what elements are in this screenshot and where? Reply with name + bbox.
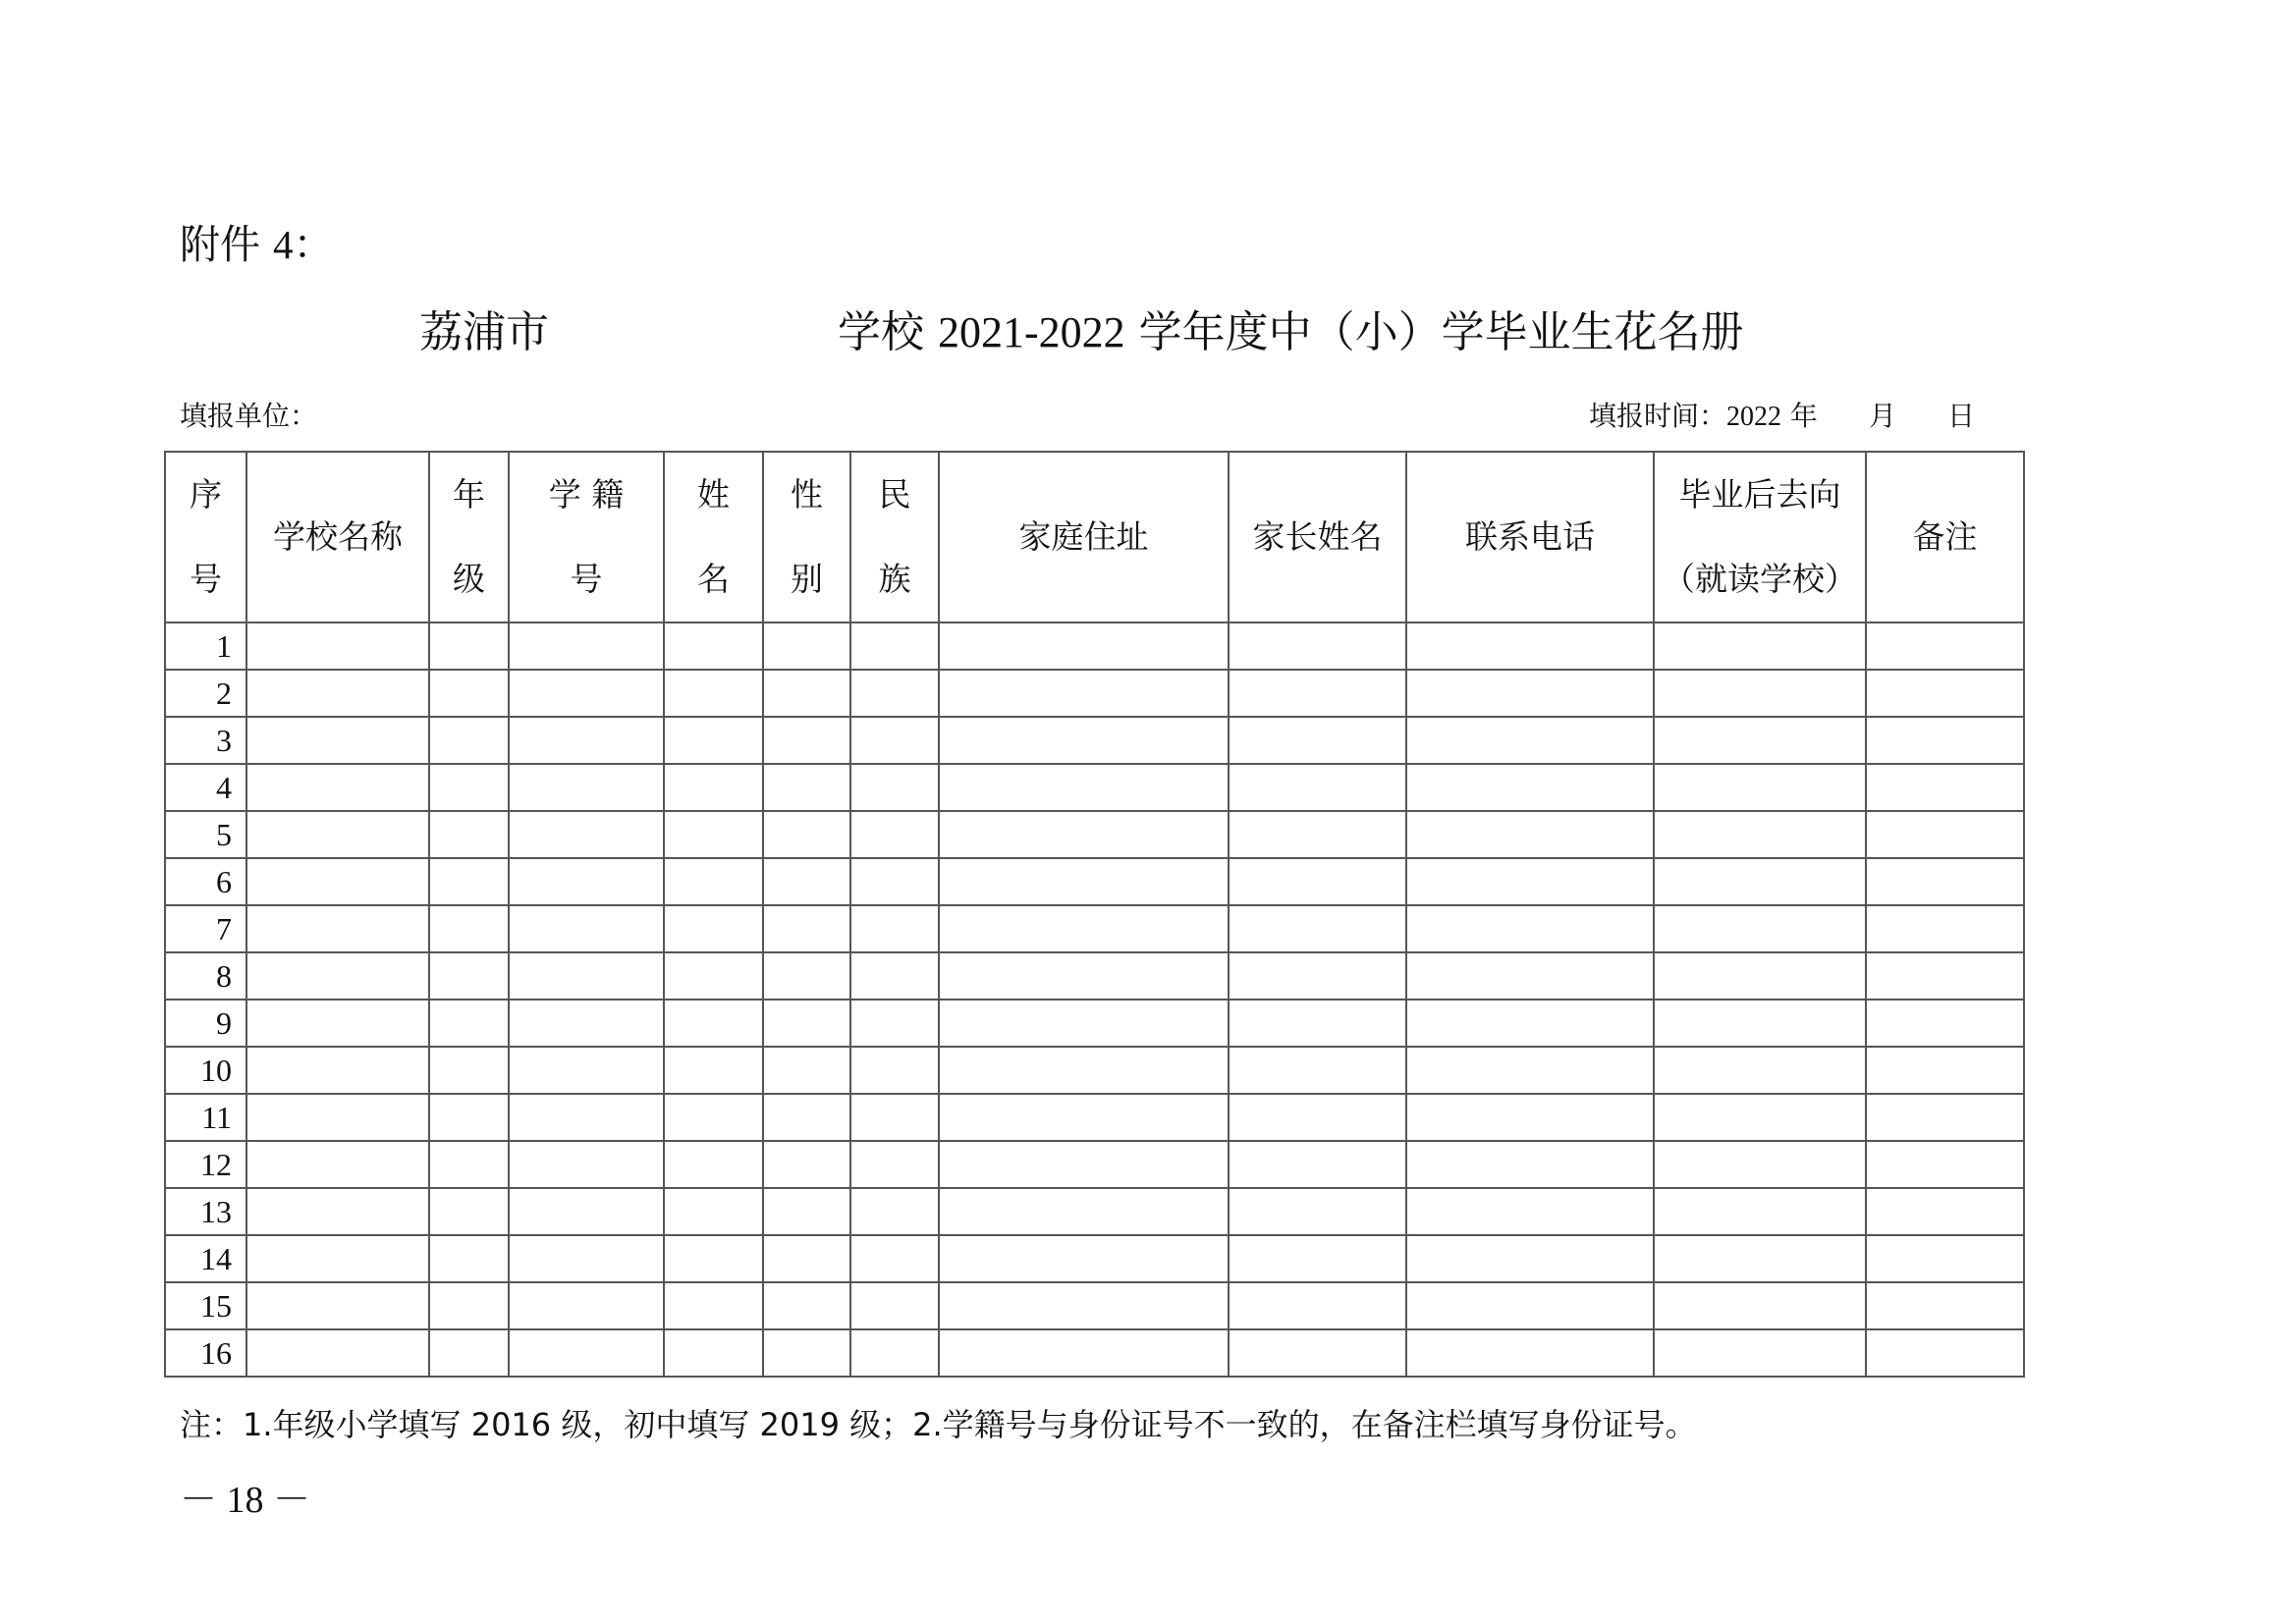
cell-name[interactable] (664, 1235, 763, 1282)
cell-name[interactable] (664, 1329, 763, 1377)
cell-seq: 12 (165, 1141, 246, 1188)
cell-phone[interactable] (1406, 1141, 1654, 1188)
cell-gender[interactable] (763, 764, 850, 811)
cell-school-name[interactable] (246, 905, 429, 952)
header-row (165, 452, 2024, 622)
cell-ethnicity[interactable] (850, 1329, 939, 1377)
cell-student-id[interactable] (509, 905, 664, 952)
cell-ethnicity[interactable] (850, 717, 939, 764)
cell-name[interactable] (664, 1000, 763, 1047)
cell-phone[interactable] (1406, 1094, 1654, 1141)
cell-ethnicity[interactable] (850, 1282, 939, 1329)
roster-table (164, 451, 2025, 1378)
cell-remarks[interactable] (1866, 1282, 2024, 1329)
header-gender-1: 性 (791, 475, 823, 514)
cell-grade[interactable] (429, 1329, 509, 1377)
cell-seq: 16 (165, 1329, 246, 1377)
cell-grade[interactable] (429, 1094, 509, 1141)
cell-home-address[interactable] (939, 670, 1229, 717)
cell-destination[interactable] (1654, 952, 1866, 1000)
cell-phone[interactable] (1406, 764, 1654, 811)
cell-student-id[interactable] (509, 811, 664, 858)
cell-seq: 3 (165, 717, 246, 764)
header-home-address: 家庭住址 (939, 452, 1229, 622)
cell-destination[interactable] (1654, 1000, 1866, 1047)
roster-body (165, 622, 2024, 1377)
page-number: － 18 － (180, 1480, 311, 1521)
attachment-label (180, 212, 334, 270)
title-years: 2021-2022 (938, 308, 1125, 356)
cell-gender[interactable] (763, 622, 850, 670)
header-student-id-1: 学 籍 (548, 475, 625, 514)
table-row (165, 622, 2024, 670)
cell-school-name[interactable] (246, 952, 429, 1000)
cell-ethnicity[interactable] (850, 622, 939, 670)
cell-student-id[interactable] (509, 1282, 664, 1329)
table-row (165, 1094, 2024, 1141)
cell-school-name[interactable] (246, 1329, 429, 1377)
cell-grade[interactable] (429, 1188, 509, 1235)
cell-home-address[interactable] (939, 1329, 1229, 1377)
table-row (165, 952, 2024, 1000)
cell-grade[interactable] (429, 1047, 509, 1094)
header-seq (165, 452, 246, 622)
cell-parent-name[interactable] (1229, 1094, 1406, 1141)
cell-name[interactable] (664, 952, 763, 1000)
cell-parent-name[interactable] (1229, 1000, 1406, 1047)
cell-seq: 9 (165, 1000, 246, 1047)
cell-grade[interactable] (429, 670, 509, 717)
cell-ethnicity[interactable] (850, 1235, 939, 1282)
cell-name[interactable] (664, 811, 763, 858)
header-name-1: 姓 (697, 475, 730, 514)
cell-name[interactable] (664, 1141, 763, 1188)
header-gender-2: 别 (791, 560, 823, 598)
cell-gender[interactable] (763, 905, 850, 952)
header-phone: 联系电话 (1406, 452, 1654, 622)
cell-gender[interactable] (763, 717, 850, 764)
table-row (165, 1235, 2024, 1282)
cell-ethnicity[interactable] (850, 1000, 939, 1047)
cell-student-id[interactable] (509, 717, 664, 764)
cell-home-address[interactable] (939, 1188, 1229, 1235)
cell-name[interactable] (664, 1282, 763, 1329)
header-ethnicity-2: 族 (878, 560, 911, 598)
cell-gender[interactable] (763, 1282, 850, 1329)
table-row (165, 1188, 2024, 1235)
cell-name[interactable] (664, 858, 763, 905)
table-row (165, 1047, 2024, 1094)
cell-student-id[interactable] (509, 1235, 664, 1282)
cell-ethnicity[interactable] (850, 811, 939, 858)
cell-gender[interactable] (763, 1094, 850, 1141)
cell-grade[interactable] (429, 1000, 509, 1047)
cell-gender[interactable] (763, 1235, 850, 1282)
cell-phone[interactable] (1406, 1000, 1654, 1047)
cell-seq: 8 (165, 952, 246, 1000)
cell-name[interactable] (664, 670, 763, 717)
footnote: 注：1.年级小学填写 2016 级，初中填写 2019 级；2.学籍号与身份证号不一致的，在备注栏填写身份证号。 (180, 1406, 1697, 1443)
cell-student-id[interactable] (509, 1188, 664, 1235)
cell-school-name[interactable] (246, 1141, 429, 1188)
cell-phone[interactable] (1406, 1329, 1654, 1377)
header-ethnicity (850, 452, 939, 622)
cell-grade[interactable] (429, 811, 509, 858)
cell-seq: 1 (165, 622, 246, 670)
cell-name[interactable] (664, 1094, 763, 1141)
cell-name[interactable] (664, 905, 763, 952)
header-grade-2: 级 (453, 560, 485, 598)
cell-parent-name[interactable] (1229, 1141, 1406, 1188)
table-row (165, 905, 2024, 952)
table-row (165, 1282, 2024, 1329)
cell-home-address[interactable] (939, 1282, 1229, 1329)
cell-name[interactable] (664, 717, 763, 764)
cell-destination[interactable] (1654, 764, 1866, 811)
cell-parent-name[interactable] (1229, 764, 1406, 811)
cell-school-name[interactable] (246, 717, 429, 764)
header-ethnicity-1: 民 (878, 475, 911, 514)
header-student-id-2: 号 (570, 560, 603, 598)
cell-parent-name[interactable] (1229, 1047, 1406, 1094)
cell-gender[interactable] (763, 1000, 850, 1047)
cell-student-id[interactable] (509, 1094, 664, 1141)
cell-grade[interactable] (429, 858, 509, 905)
cell-phone[interactable] (1406, 1047, 1654, 1094)
cell-phone[interactable] (1406, 1235, 1654, 1282)
cell-school-name[interactable] (246, 1000, 429, 1047)
header-name (664, 452, 763, 622)
cell-student-id[interactable] (509, 1000, 664, 1047)
cell-destination[interactable] (1654, 1094, 1866, 1141)
attachment-number: 4 (273, 222, 294, 267)
cell-grade[interactable] (429, 1141, 509, 1188)
cell-ethnicity[interactable] (850, 952, 939, 1000)
cell-gender[interactable] (763, 1047, 850, 1094)
cell-name[interactable] (664, 764, 763, 811)
cell-student-id[interactable] (509, 952, 664, 1000)
table-row (165, 1141, 2024, 1188)
header-parent-name: 家长姓名 (1229, 452, 1406, 622)
cell-destination[interactable] (1654, 717, 1866, 764)
cell-phone[interactable] (1406, 1282, 1654, 1329)
header-destination-1: 毕业后去向 (1678, 475, 1841, 514)
cell-parent-name[interactable] (1229, 858, 1406, 905)
cell-grade[interactable] (429, 717, 509, 764)
cell-parent-name[interactable] (1229, 670, 1406, 717)
cell-name[interactable] (664, 622, 763, 670)
cell-gender[interactable] (763, 811, 850, 858)
header-name-2: 名 (697, 560, 730, 598)
cell-gender[interactable] (763, 1329, 850, 1377)
cell-school-name[interactable] (246, 1094, 429, 1141)
cell-home-address[interactable] (939, 1094, 1229, 1141)
cell-home-address[interactable] (939, 1141, 1229, 1188)
cell-parent-name[interactable] (1229, 1329, 1406, 1377)
cell-home-address[interactable] (939, 1235, 1229, 1282)
cell-school-name[interactable] (246, 1188, 429, 1235)
cell-school-name[interactable] (246, 1047, 429, 1094)
cell-school-name[interactable] (246, 858, 429, 905)
cell-seq: 7 (165, 905, 246, 952)
cell-phone[interactable] (1406, 952, 1654, 1000)
attachment-colon: ： (293, 221, 334, 268)
cell-destination[interactable] (1654, 1282, 1866, 1329)
cell-seq: 15 (165, 1282, 246, 1329)
cell-student-id[interactable] (509, 622, 664, 670)
cell-gender[interactable] (763, 858, 850, 905)
cell-ethnicity[interactable] (850, 858, 939, 905)
cell-remarks[interactable] (1866, 811, 2024, 858)
cell-home-address[interactable] (939, 905, 1229, 952)
cell-student-id[interactable] (509, 858, 664, 905)
cell-parent-name[interactable] (1229, 622, 1406, 670)
cell-grade[interactable] (429, 764, 509, 811)
header-grade-1: 年 (453, 475, 485, 514)
header-destination (1654, 452, 1866, 622)
cell-seq: 11 (165, 1094, 246, 1141)
table-row (165, 764, 2024, 811)
header-seq-1: 序 (190, 475, 222, 514)
cell-home-address[interactable] (939, 1047, 1229, 1094)
cell-ethnicity[interactable] (850, 764, 939, 811)
fill-time-day-char: 日 (1946, 400, 1975, 432)
cell-parent-name[interactable] (1229, 1282, 1406, 1329)
cell-remarks[interactable] (1866, 670, 2024, 717)
cell-remarks[interactable] (1866, 952, 2024, 1000)
cell-remarks[interactable] (1866, 1094, 2024, 1141)
cell-school-name[interactable] (246, 670, 429, 717)
cell-school-name[interactable] (246, 1282, 429, 1329)
cell-name[interactable] (664, 1188, 763, 1235)
cell-remarks[interactable] (1866, 1235, 2024, 1282)
title-city: 荔浦市 (419, 307, 549, 357)
cell-parent-name[interactable] (1229, 717, 1406, 764)
cell-parent-name[interactable] (1229, 905, 1406, 952)
cell-seq: 10 (165, 1047, 246, 1094)
table-row (165, 717, 2024, 764)
cell-ethnicity[interactable] (850, 1047, 939, 1094)
cell-gender[interactable] (763, 1188, 850, 1235)
cell-grade[interactable] (429, 1235, 509, 1282)
cell-destination[interactable] (1654, 670, 1866, 717)
cell-seq: 6 (165, 858, 246, 905)
cell-seq: 5 (165, 811, 246, 858)
cell-home-address[interactable] (939, 717, 1229, 764)
header-gender (763, 452, 850, 622)
cell-destination[interactable] (1654, 1329, 1866, 1377)
cell-home-address[interactable] (939, 858, 1229, 905)
fill-time-text: 填报时间： (1589, 400, 1727, 432)
cell-phone[interactable] (1406, 811, 1654, 858)
cell-school-name[interactable] (246, 764, 429, 811)
fill-time-label (1589, 395, 1975, 434)
cell-grade[interactable] (429, 1282, 509, 1329)
table-row (165, 811, 2024, 858)
cell-phone[interactable] (1406, 858, 1654, 905)
cell-ethnicity[interactable] (850, 670, 939, 717)
header-destination-2: （就读学校） (1663, 560, 1857, 598)
table-row (165, 1329, 2024, 1377)
cell-gender[interactable] (763, 670, 850, 717)
cell-school-name[interactable] (246, 811, 429, 858)
cell-home-address[interactable] (939, 764, 1229, 811)
cell-student-id[interactable] (509, 1141, 664, 1188)
fill-time-year-char: 年 (1789, 400, 1818, 432)
cell-remarks[interactable] (1866, 717, 2024, 764)
cell-student-id[interactable] (509, 1329, 664, 1377)
table-row (165, 1000, 2024, 1047)
cell-school-name[interactable] (246, 622, 429, 670)
cell-remarks[interactable] (1866, 622, 2024, 670)
cell-seq: 13 (165, 1188, 246, 1235)
cell-grade[interactable] (429, 905, 509, 952)
fill-time-year: 2022 (1726, 402, 1782, 432)
cell-seq: 4 (165, 764, 246, 811)
cell-destination[interactable] (1654, 1047, 1866, 1094)
cell-home-address[interactable] (939, 622, 1229, 670)
cell-remarks[interactable] (1866, 858, 2024, 905)
cell-seq: 14 (165, 1235, 246, 1282)
cell-remarks[interactable] (1866, 1329, 2024, 1377)
cell-remarks[interactable] (1866, 1000, 2024, 1047)
cell-parent-name[interactable] (1229, 1235, 1406, 1282)
cell-student-id[interactable] (509, 764, 664, 811)
cell-parent-name[interactable] (1229, 811, 1406, 858)
cell-destination[interactable] (1654, 1141, 1866, 1188)
cell-destination[interactable] (1654, 1235, 1866, 1282)
cell-gender[interactable] (763, 952, 850, 1000)
cell-ethnicity[interactable] (850, 905, 939, 952)
cell-name[interactable] (664, 1047, 763, 1094)
cell-ethnicity[interactable] (850, 1188, 939, 1235)
cell-parent-name[interactable] (1229, 952, 1406, 1000)
cell-grade[interactable] (429, 622, 509, 670)
cell-student-id[interactable] (509, 670, 664, 717)
attachment-text: 附件 (180, 221, 260, 268)
fill-time-month-char: 月 (1868, 400, 1896, 432)
cell-phone[interactable] (1406, 622, 1654, 670)
cell-remarks[interactable] (1866, 1141, 2024, 1188)
cell-destination[interactable] (1654, 622, 1866, 670)
cell-school-name[interactable] (246, 1235, 429, 1282)
cell-destination[interactable] (1654, 905, 1866, 952)
cell-phone[interactable] (1406, 717, 1654, 764)
cell-seq: 2 (165, 670, 246, 717)
cell-grade[interactable] (429, 952, 509, 1000)
cell-ethnicity[interactable] (850, 1141, 939, 1188)
cell-remarks[interactable] (1866, 1047, 2024, 1094)
header-remarks: 备注 (1866, 452, 2024, 622)
cell-student-id[interactable] (509, 1047, 664, 1094)
cell-remarks[interactable] (1866, 905, 2024, 952)
table-row (165, 858, 2024, 905)
cell-phone[interactable] (1406, 1188, 1654, 1235)
fill-unit-label: 填报单位： (180, 400, 318, 432)
header-seq-2: 号 (190, 560, 222, 598)
title-rest: 学年度中（小）学毕业生花名册 (1138, 307, 1744, 357)
title-school-suffix: 学校 (838, 307, 924, 357)
table-row (165, 670, 2024, 717)
cell-remarks[interactable] (1866, 764, 2024, 811)
cell-home-address[interactable] (939, 952, 1229, 1000)
cell-home-address[interactable] (939, 1000, 1229, 1047)
title-main (838, 297, 1744, 359)
cell-parent-name[interactable] (1229, 1188, 1406, 1235)
cell-ethnicity[interactable] (850, 1094, 939, 1141)
cell-destination[interactable] (1654, 811, 1866, 858)
cell-home-address[interactable] (939, 811, 1229, 858)
cell-gender[interactable] (763, 1141, 850, 1188)
cell-destination[interactable] (1654, 1188, 1866, 1235)
cell-destination[interactable] (1654, 858, 1866, 905)
header-school-name: 学校名称 (246, 452, 429, 622)
cell-remarks[interactable] (1866, 1188, 2024, 1235)
cell-phone[interactable] (1406, 905, 1654, 952)
header-grade (429, 452, 509, 622)
cell-phone[interactable] (1406, 670, 1654, 717)
header-student-id (509, 452, 664, 622)
